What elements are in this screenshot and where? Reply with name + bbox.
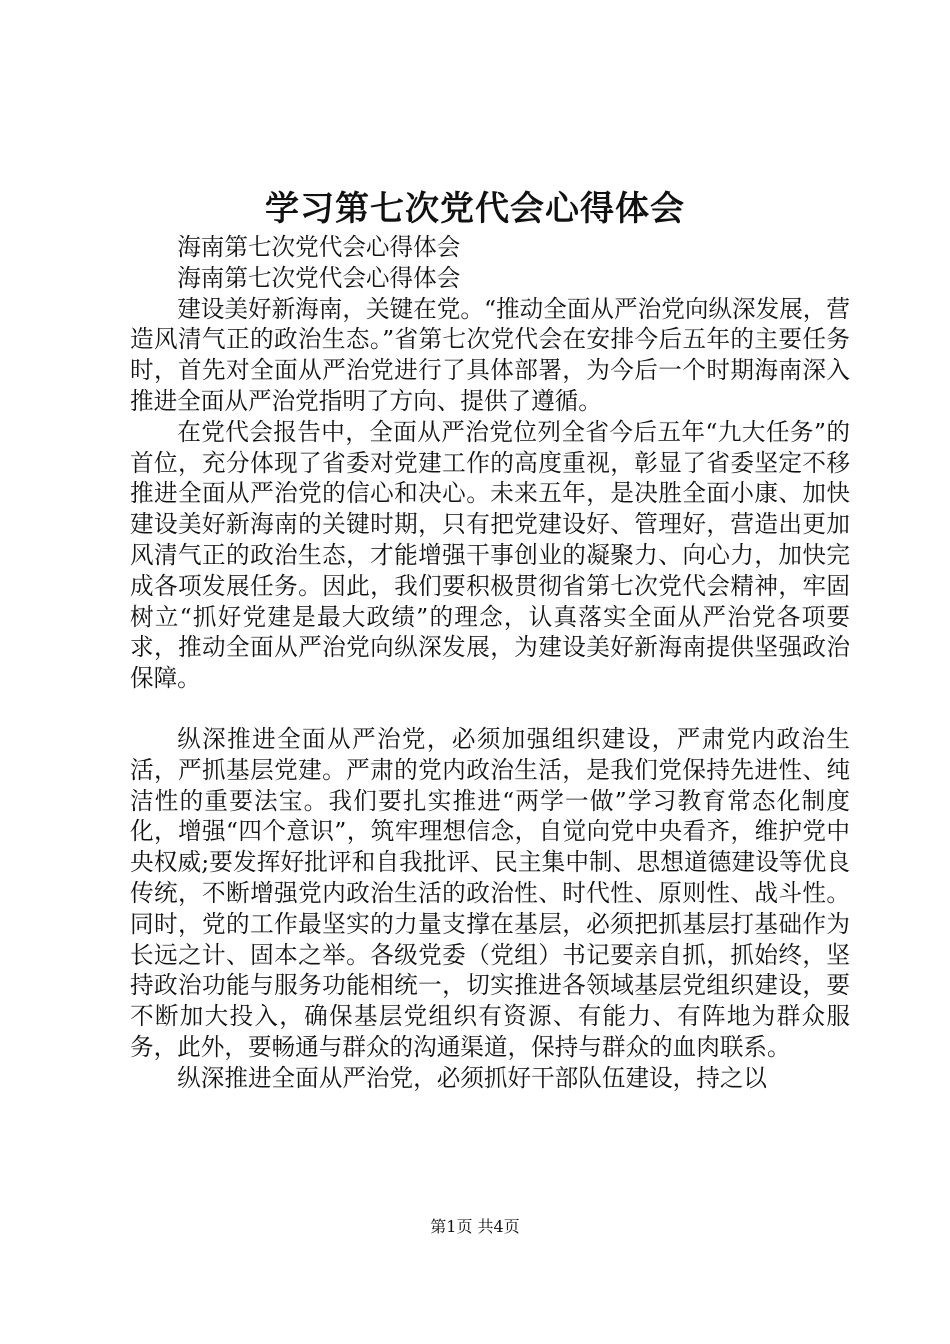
paragraph-cadres: 纵深推进全面从严治党，必须抓好干部队伍建设，持之以	[177, 1063, 768, 1092]
document-body	[130, 232, 850, 1094]
paragraph-report: 在党代会报告中，全面从严治党位列全省今后五年“九大任务”的首位，充分体现了省委对党建工作的高度重视，彰显了省委坚定不移推进全面从严治党的信心和决心。未来五年，是决胜全面小康、加快建设美好新海南的关键时期，只有把党建设好、管理好，营造出更加风清气正的政治生态，才能增强干事创业的凝聚力、向心力，加快完成各项发展任务。因此，我们要积极贯彻省第七次党代会精神，牢固树立“抓好党建是最大政绩”的理念，认真落实全面从严治党各项要求，推动全面从严治党向纵深发展，为建设美好新海南提供坚强政治保障。	[130, 417, 850, 693]
page-number-footer: 第1页 共4页	[430, 1217, 520, 1236]
paragraph-subtitle-1: 海南第七次党代会心得体会	[177, 233, 461, 261]
paragraph-subtitle-2: 海南第七次党代会心得体会	[177, 263, 461, 292]
paragraph-intro: 建设美好新海南，关键在党。“推动全面从严治党向纵深发展，营造风清气正的政治生态。”省第七次党代会在安排今后五年的主要任务时，首先对全面从严治党进行了具体部署，为今后一个时期海南深入推进全面从严治党指明了方向、提供了遵循。	[130, 294, 850, 415]
paragraph-organization: 纵深推进全面从严治党，必须加强组织建设，严肃党内政治生活，严抓基层党建。严肃的党内政治生活，是我们党保持先进性、纯洁性的重要法宝。我们要扎实推进“两学一做”学习教育常态化制度化，增强“四个意识”，筑牢理想信念，自觉向党中央看齐，维护党中央权威;要发挥好批评和自我批评、民主集中制、思想道德建设等优良传统，不断增强党内政治生活的政治性、时代性、原则性、战斗性。同时，党的工作最坚实的力量支撑在基层，必须把抓基层打基础作为长远之计、固本之举。各级党委（党组）书记要亲自抓，抓始终，坚持政治功能与服务功能相统一，切实推进各领域基层党组织建设，要不断加大投入，确保基层党组织有资源、有能力、有阵地为群众服务，此外，要畅通与群众的沟通渠道，保持与群众的血肉联系。	[130, 724, 850, 1061]
document-title: 学习第七次党代会心得体会	[265, 189, 685, 229]
